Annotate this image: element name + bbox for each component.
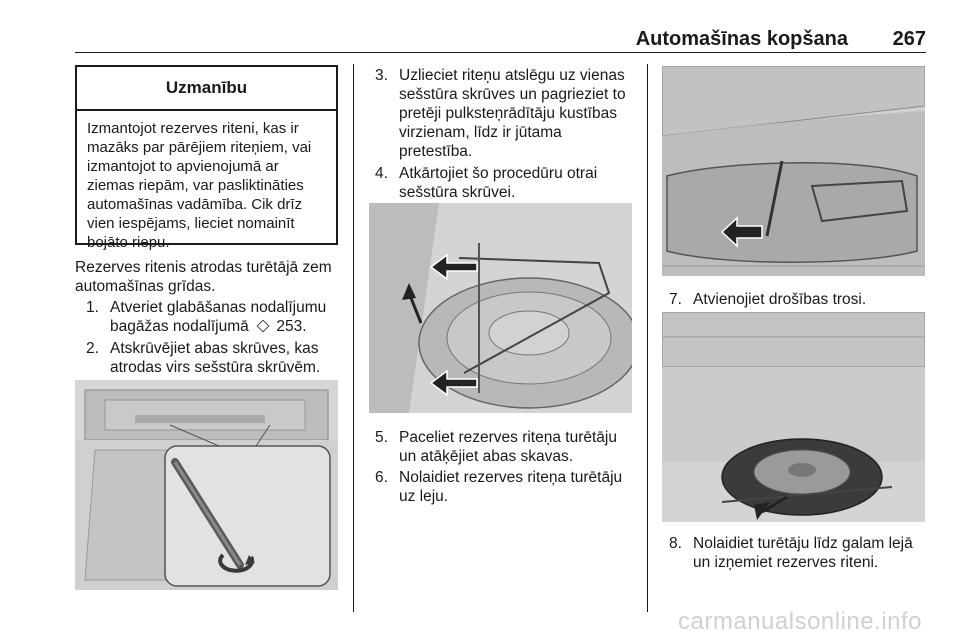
- step-3: [375, 66, 637, 161]
- step-number: 8.: [669, 535, 682, 552]
- step-number: 6.: [375, 469, 388, 486]
- intro-paragraph: Rezerves ritenis atrodas turētājā zem automašīnas grīdas.: [75, 259, 332, 295]
- step-text: Atveriet glabāšanas nodalījumu bagāžas nodalījumā: [110, 299, 327, 335]
- step-text: Nolaidiet rezerves riteņa turētāju uz leju.: [399, 469, 623, 505]
- step-5: [375, 428, 637, 466]
- illustration-spare-wheel-carrier: [369, 203, 632, 413]
- illustration-wrench-on-bolt: [662, 66, 925, 276]
- column-divider-left: [353, 64, 354, 612]
- column-divider-right: [647, 64, 648, 612]
- page-reference-icon: [257, 320, 270, 333]
- step-number: 3.: [375, 67, 388, 84]
- step-number: 1.: [86, 299, 99, 316]
- step-7: [669, 290, 931, 309]
- section-title: Automašīnas kopšana: [635, 28, 848, 50]
- step-number: 4.: [375, 165, 388, 182]
- step-text: Atkārtojiet šo procedūru otrai sešstūra skrūvei.: [399, 165, 598, 201]
- page-reference[interactable]: 253.: [276, 318, 307, 335]
- step-number: 5.: [375, 429, 388, 446]
- illustration-safety-cable: [662, 312, 925, 522]
- caution-text: Izmantojot rezerves riteni, kas ir mazāks par pārējiem riteņiem, vai izmantojot to apvienojumā ar ziemas riepām, var pasliktināties automašīnas vadāmība. Cik drīz vien iespējams, lieciet nomainīt bojāto riepu.: [87, 120, 312, 251]
- step-text: Atskrūvējiet abas skrūves, kas atrodas virs sešstūra skrūvēm.: [110, 340, 321, 376]
- step-number: 2.: [86, 340, 99, 357]
- step-number: 7.: [669, 291, 682, 308]
- step-text: Paceliet rezerves riteņa turētāju un atāķējiet abas skavas.: [399, 429, 617, 465]
- step-2: [86, 339, 348, 377]
- step-1: [86, 298, 348, 336]
- step-8: [669, 534, 931, 572]
- step-4: [375, 164, 637, 202]
- step-text: Nolaidiet turētāju līdz galam lejā un izņemiet rezerves riteni.: [693, 535, 913, 571]
- page-number: 267: [892, 28, 926, 50]
- page-header: [60, 26, 926, 50]
- caution-title: Uzmanību: [77, 67, 336, 111]
- step-text: Atvienojiet drošības trosi.: [693, 291, 867, 308]
- watermark: carmanualsonline.info: [678, 608, 922, 635]
- illustration-trunk-floor-hatch: [75, 380, 338, 590]
- step-text: Uzlieciet riteņu atslēgu uz vienas sešstūra skrūves un pagrieziet to pretēji pulksteņrādītāju kustības virzienam, līdz ir jūtama pretestība.: [399, 67, 626, 160]
- caution-box: [75, 65, 338, 251]
- header-rule: [75, 52, 926, 53]
- step-6: [375, 468, 637, 506]
